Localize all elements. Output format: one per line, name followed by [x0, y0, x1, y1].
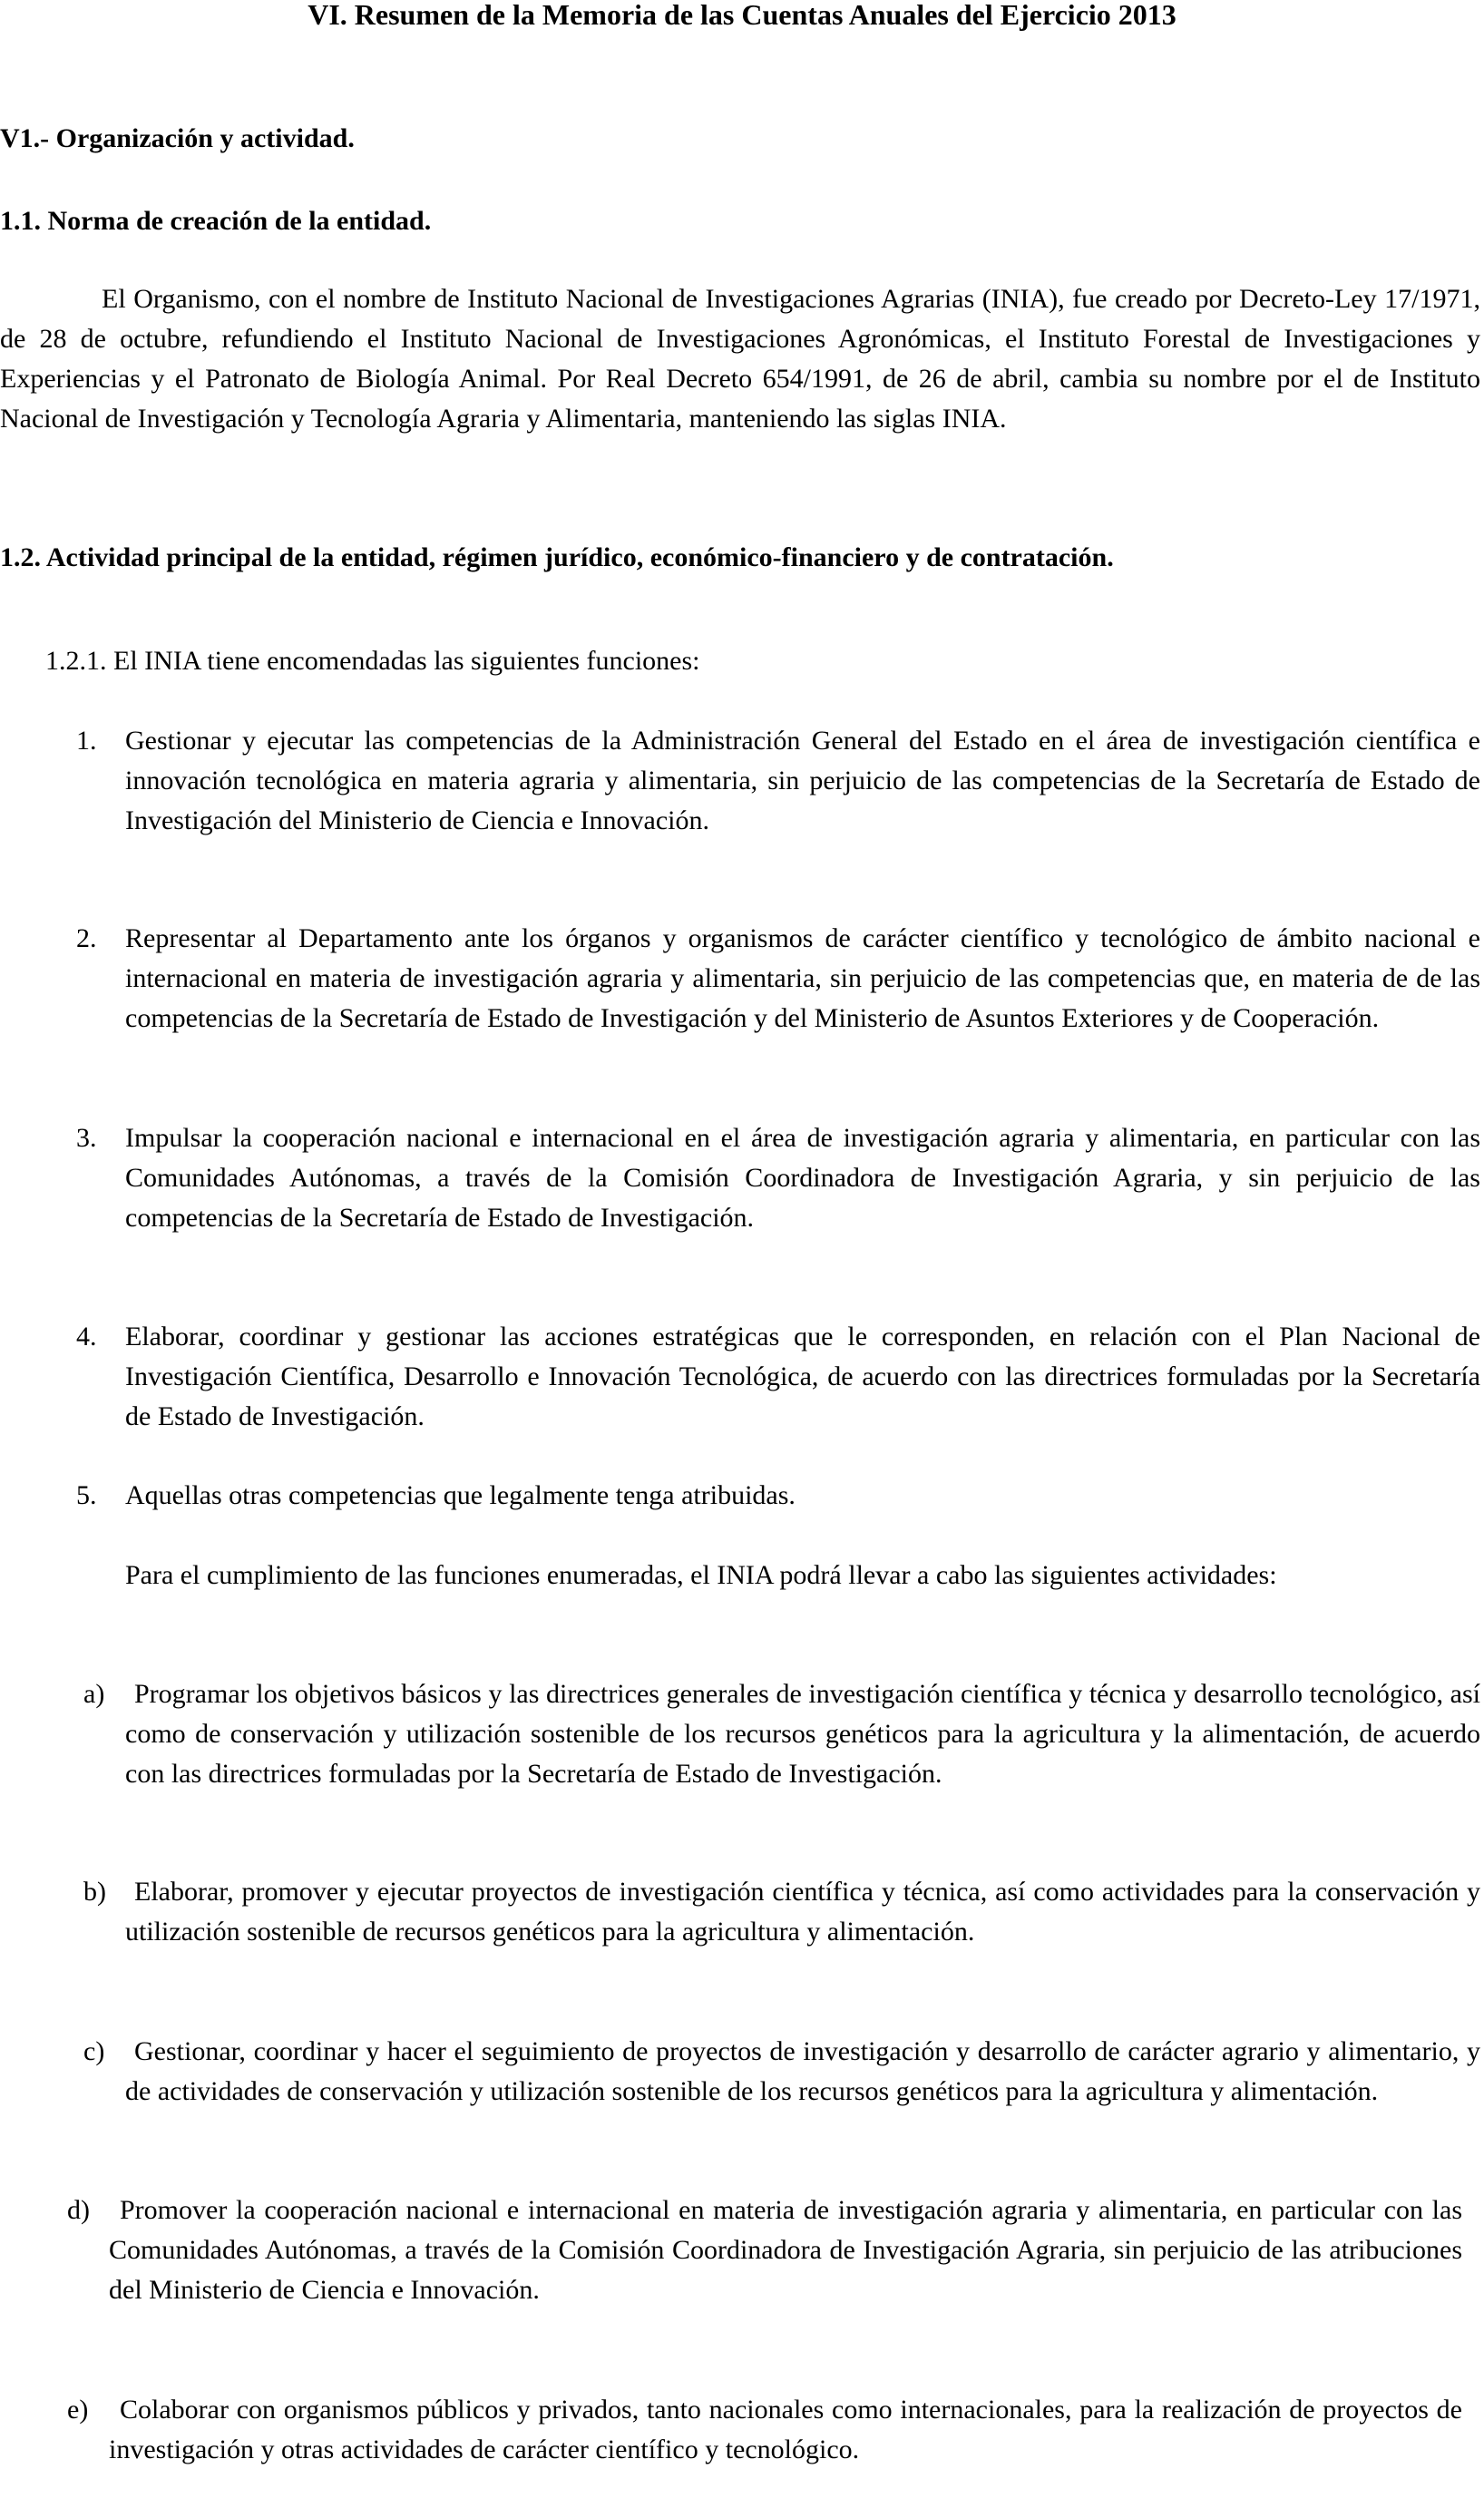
activities-intro: Para el cumplimiento de las funciones enumeradas, el INIA podrá llevar a cabo las siguientes actividades:: [125, 1560, 1277, 1590]
list-item-number: 4.: [76, 1322, 97, 1351]
list-item-text: Programar los objetivos básicos y las directrices generales de investigación científica y técnica y desarrollo tecnológico, así como de conservación y utilización sostenible de los recursos genéticos para la agricultura y la alimentación, de acuerdo con las directrices formuladas por la Secretaría de Estado de Investigación.: [125, 1679, 1480, 1789]
section-heading-v1: V1.- Organización y actividad.: [0, 123, 355, 153]
section-heading-1-1: 1.1. Norma de creación de la entidad.: [0, 206, 432, 236]
list-item-text: Colaborar con organismos públicos y privados, tanto nacionales como internacionales, para la realización de proyectos de investigación y otras actividades de carácter científico y tecnológico.: [109, 2395, 1462, 2464]
list-item-text: Representar al Departamento ante los órganos y organismos de carácter científico y tecnológico de ámbito nacional e internacional en materia de investigación agraria y alimentaria, sin perjuicio de las competencias que, en materia de de las competencias de la Secretaría de Estado de Investigación y del Ministerio de Asuntos Exteriores y de Cooperación.: [125, 923, 1480, 1033]
list-item-text: Promover la cooperación nacional e internacional en materia de investigación agraria y alimentaria, en particular con las Comunidades Autónomas, a través de la Comisión Coordinadora de Investigación Agraria, sin perjuicio de las atribuciones del Ministerio de Ciencia e Innovación.: [109, 2195, 1462, 2305]
list-item-letter: d): [67, 2195, 90, 2225]
list-item-number: 3.: [76, 1123, 97, 1153]
list-item-letter: b): [83, 1877, 106, 1907]
list-item-text: Gestionar y ejecutar las competencias de la Administración General del Estado en el área de investigación científica e innovación tecnológica en materia agraria y alimentaria, sin perjuicio de las competencias de la Secretaría de Estado de Investigación del Ministerio de Ciencia e Innovación.: [125, 726, 1480, 835]
list-item-text: Gestionar, coordinar y hacer el seguimiento de proyectos de investigación y desarrollo de carácter agrario y alimentario, y de actividades de conservación y utilización sostenible de los recursos genéticos para la agricultura y alimentación.: [125, 2036, 1480, 2106]
paragraph-creation: El Organismo, con el nombre de Instituto Nacional de Investigaciones Agrarias (INIA), fue creado por Decreto-Ley 17/1971, de 28 de octubre, refundiendo el Instituto Nacional de Investigaciones Agronómicas, el Instituto Forestal de Investigaciones y Experiencias y el Patronato de Biología Animal. Por Real Decreto 654/1991, de 26 de abril, cambia su nombre por el de Instituto Nacional de Investigación y Tecnología Agraria y Alimentaria, manteniendo las siglas INIA.: [0, 284, 1480, 434]
list-item-text: Aquellas otras competencias que legalmente tenga atribuidas.: [125, 1480, 796, 1510]
list-item-letter: e): [67, 2395, 89, 2425]
list-item-text: Impulsar la cooperación nacional e internacional en el área de investigación agraria y alimentaria, en particular con las Comunidades Autónomas, a través de la Comisión Coordinadora de Investigación Agraria, y sin perjuicio de las competencias de la Secretaría de Estado de Investigación.: [125, 1123, 1480, 1233]
list-item-number: 5.: [76, 1480, 97, 1510]
list-item-text: Elaborar, coordinar y gestionar las acciones estratégicas que le corresponden, en relación con el Plan Nacional de Investigación Científica, Desarrollo e Innovación Tecnológica, de acuerdo con las directrices formuladas por la Secretaría de Estado de Investigación.: [125, 1322, 1480, 1431]
list-item-letter: a): [83, 1679, 105, 1709]
list-item-letter: c): [83, 2036, 105, 2066]
list-item-number: 2.: [76, 923, 97, 953]
list-item-number: 1.: [76, 726, 97, 756]
list-item-text: Elaborar, promover y ejecutar proyectos de investigación científica y técnica, así como actividades para la conservación y utilización sostenible de recursos genéticos para la agricultura y alimentación.: [125, 1877, 1480, 1947]
document-title: VI. Resumen de la Memoria de las Cuentas Anuales del Ejercicio 2013: [308, 0, 1176, 31]
section-heading-1-2: 1.2. Actividad principal de la entidad, régimen jurídico, económico-financiero y de contratación.: [0, 542, 1114, 572]
section-heading-1-2-1: 1.2.1. El INIA tiene encomendadas las siguientes funciones:: [45, 646, 700, 676]
